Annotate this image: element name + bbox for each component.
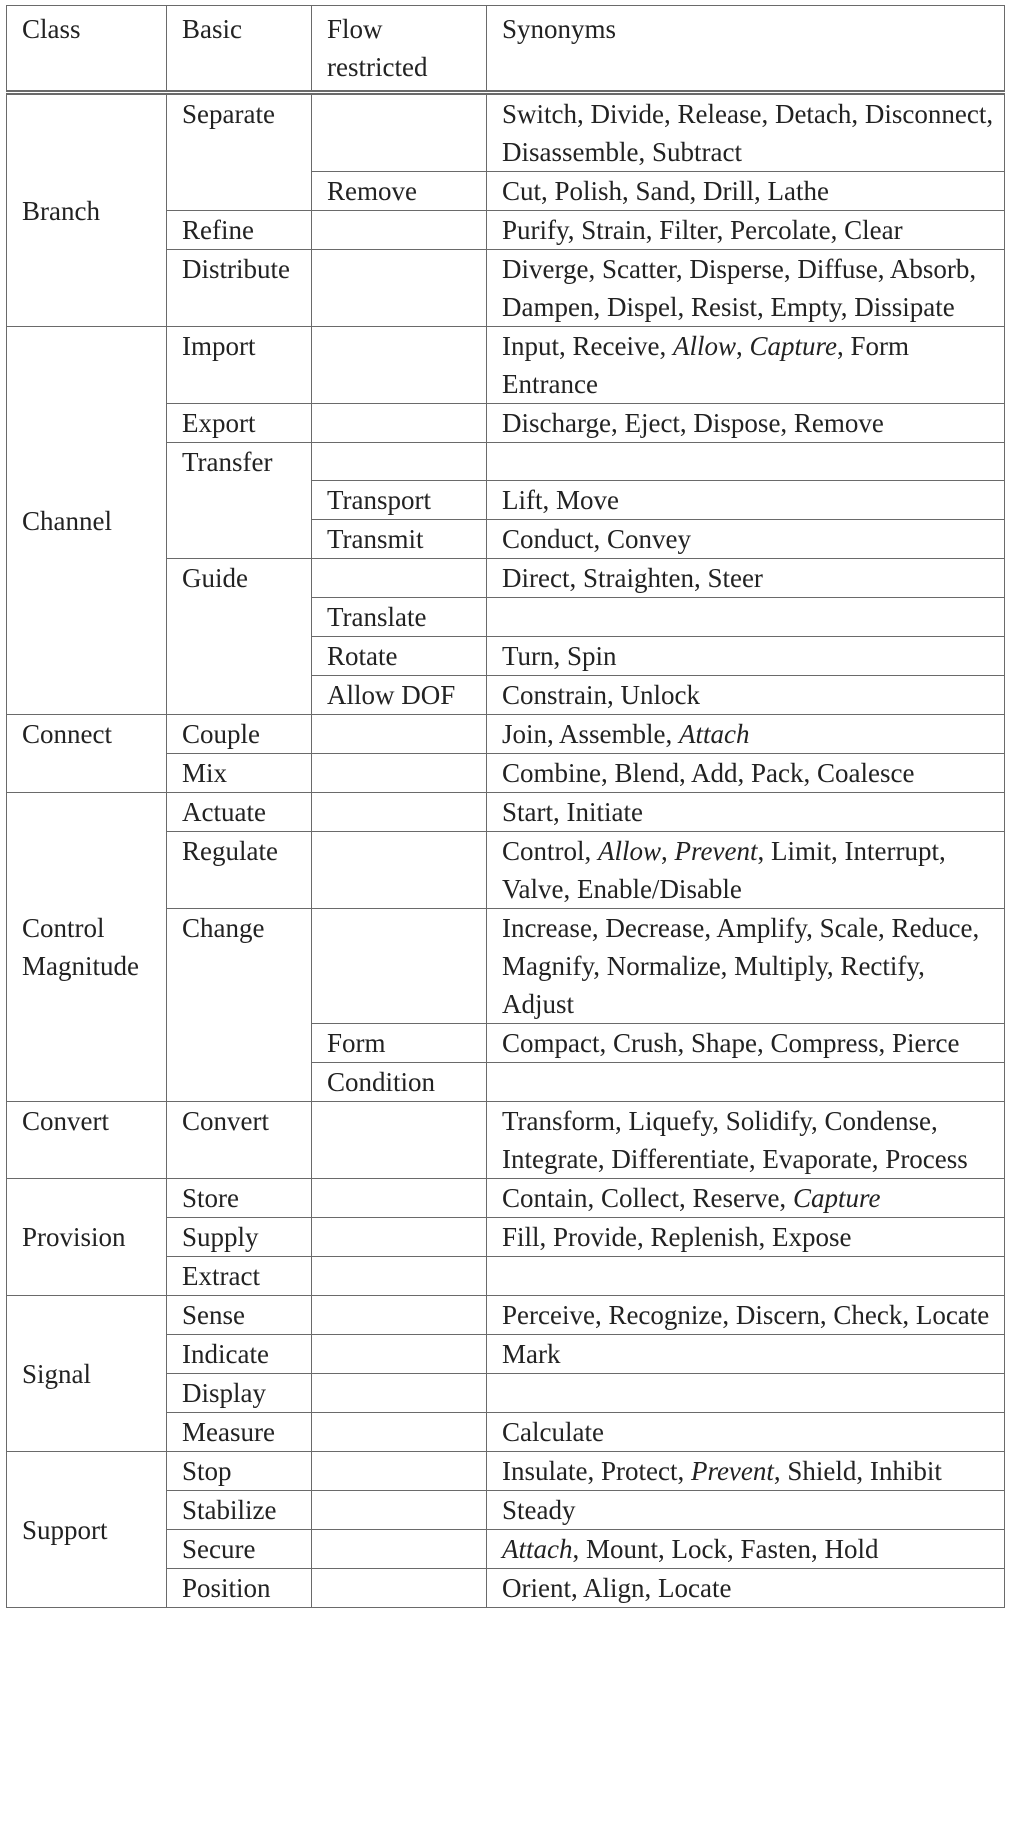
basic-cell: Extract (167, 1257, 312, 1296)
synonym-text: Perceive, Recognize, Discern, Check, Locate (502, 1300, 990, 1330)
synonyms-cell (487, 250, 1005, 327)
header-synonyms: Synonyms (487, 6, 1005, 93)
basic-cell: Secure (167, 1530, 312, 1569)
table-row (7, 93, 1005, 172)
basic-cell: Regulate (167, 832, 312, 909)
flow-restricted-cell: Rotate (312, 637, 487, 676)
table-row (7, 793, 1005, 832)
flow-restricted-cell (312, 1218, 487, 1257)
synonym-text-italic: Capture (792, 1183, 881, 1213)
synonym-text: Join, Assemble, (502, 719, 680, 749)
synonyms-cell (487, 1452, 1005, 1491)
synonym-text: Diverge, Scatter, Disperse, Diffuse, Absorb, Dampen, Dispel, Resist, Empty, Dissipate (502, 254, 977, 322)
class-cell: Branch (7, 93, 167, 327)
flow-restricted-cell (312, 832, 487, 909)
synonyms-cell (487, 1374, 1005, 1413)
basic-cell: Stabilize (167, 1491, 312, 1530)
synonyms-cell (487, 715, 1005, 754)
synonym-text: , Mount, Lock, Fasten, Hold (572, 1534, 879, 1564)
synonym-text: , (735, 331, 750, 361)
basic-cell: Separate (167, 93, 312, 211)
header-basic: Basic (167, 6, 312, 93)
synonym-text: Conduct, Convey (502, 524, 691, 554)
synonym-text: Compact, Crush, Shape, Compress, Pierce (502, 1028, 960, 1058)
synonyms-cell (487, 1296, 1005, 1335)
synonym-text: Start, Initiate (502, 797, 643, 827)
synonym-text: Combine, Blend, Add, Pack, Coalesce (502, 758, 915, 788)
synonym-text: Constrain, Unlock (502, 680, 700, 710)
flow-restricted-cell: Transport (312, 481, 487, 520)
basic-cell: Display (167, 1374, 312, 1413)
synonyms-cell (487, 676, 1005, 715)
synonym-text: , (661, 836, 675, 866)
synonym-text: Turn, Spin (502, 641, 617, 671)
synonyms-cell (487, 1102, 1005, 1179)
flow-restricted-cell: Transmit (312, 520, 487, 559)
synonym-text-italic: Capture (749, 331, 837, 361)
synonym-text: Orient, Align, Locate (502, 1573, 732, 1603)
synonyms-cell (487, 93, 1005, 172)
synonym-text-italic: Attach (502, 1534, 573, 1564)
synonym-text: Cut, Polish, Sand, Drill, Lathe (502, 176, 829, 206)
table-row (7, 1452, 1005, 1491)
synonyms-cell (487, 1413, 1005, 1452)
synonym-text: Discharge, Eject, Dispose, Remove (502, 408, 884, 438)
flow-restricted-cell (312, 1491, 487, 1530)
flow-restricted-cell: Form (312, 1024, 487, 1063)
class-cell: Signal (7, 1296, 167, 1452)
synonyms-cell (487, 172, 1005, 211)
synonyms-cell (487, 1335, 1005, 1374)
basic-cell: Transfer (167, 443, 312, 559)
flow-restricted-cell (312, 1569, 487, 1608)
synonym-text-italic: Prevent (690, 1456, 774, 1486)
synonyms-cell (487, 1218, 1005, 1257)
synonym-text: Increase, Decrease, Amplify, Scale, Reduce, Magnify, Normalize, Multiply, Rectify, Adjust (502, 913, 980, 1019)
basic-cell: Store (167, 1179, 312, 1218)
synonyms-cell (487, 211, 1005, 250)
flow-restricted-cell (312, 211, 487, 250)
basic-cell: Sense (167, 1296, 312, 1335)
flow-restricted-cell (312, 559, 487, 598)
flow-restricted-cell (312, 754, 487, 793)
synonyms-cell (487, 754, 1005, 793)
class-cell: Provision (7, 1179, 167, 1296)
table-row (7, 327, 1005, 404)
synonym-text-italic: Allow (672, 331, 736, 361)
synonym-text: Control, (502, 836, 599, 866)
flow-restricted-cell (312, 1102, 487, 1179)
synonym-text: Input, Receive, (502, 331, 673, 361)
flow-restricted-cell (312, 443, 487, 481)
basic-cell: Export (167, 404, 312, 443)
synonyms-cell (487, 1063, 1005, 1102)
synonyms-cell (487, 443, 1005, 481)
basic-cell: Supply (167, 1218, 312, 1257)
basic-cell: Couple (167, 715, 312, 754)
table-row (7, 1102, 1005, 1179)
header-row (7, 6, 1005, 93)
synonym-text: Lift, Move (502, 485, 619, 515)
header-class: Class (7, 6, 167, 93)
basic-cell: Mix (167, 754, 312, 793)
synonyms-cell (487, 327, 1005, 404)
flow-restricted-cell (312, 1530, 487, 1569)
basic-cell: Import (167, 327, 312, 404)
flow-restricted-cell: Remove (312, 172, 487, 211)
table-row (7, 1179, 1005, 1218)
table-body (7, 93, 1005, 1608)
synonyms-cell (487, 520, 1005, 559)
synonyms-cell (487, 1257, 1005, 1296)
synonyms-cell (487, 1530, 1005, 1569)
synonyms-cell (487, 559, 1005, 598)
synonym-text: Fill, Provide, Replenish, Expose (502, 1222, 852, 1252)
table-row (7, 1296, 1005, 1335)
basic-cell: Convert (167, 1102, 312, 1179)
synonym-text: Transform, Liquefy, Solidify, Condense, Integrate, Differentiate, Evaporate, Process (502, 1106, 968, 1174)
flow-restricted-cell (312, 1452, 487, 1491)
synonyms-cell (487, 832, 1005, 909)
synonyms-cell (487, 637, 1005, 676)
flow-restricted-cell (312, 1257, 487, 1296)
synonym-text: Direct, Straighten, Steer (502, 563, 763, 593)
flow-restricted-cell (312, 404, 487, 443)
synonyms-cell (487, 598, 1005, 637)
synonyms-cell (487, 909, 1005, 1024)
synonym-text: Calculate (502, 1417, 604, 1447)
flow-restricted-cell: Condition (312, 1063, 487, 1102)
synonym-text: Mark (502, 1339, 561, 1369)
synonym-text: , Form Entrance (502, 331, 909, 399)
flow-restricted-cell (312, 250, 487, 327)
flow-restricted-cell (312, 793, 487, 832)
table-row (7, 715, 1005, 754)
class-cell: Support (7, 1452, 167, 1608)
synonyms-cell (487, 481, 1005, 520)
flow-restricted-cell: Translate (312, 598, 487, 637)
flow-restricted-cell (312, 1335, 487, 1374)
class-cell: Control Magnitude (7, 793, 167, 1102)
basic-cell: Actuate (167, 793, 312, 832)
basic-cell: Change (167, 909, 312, 1102)
flow-restricted-cell (312, 327, 487, 404)
basic-cell: Stop (167, 1452, 312, 1491)
class-cell: Connect (7, 715, 167, 793)
flow-restricted-cell: Allow DOF (312, 676, 487, 715)
synonym-text-italic: Prevent (674, 836, 758, 866)
flow-restricted-cell (312, 93, 487, 172)
synonym-text: Purify, Strain, Filter, Percolate, Clear (502, 215, 903, 245)
synonyms-cell (487, 793, 1005, 832)
synonyms-cell (487, 1024, 1005, 1063)
basic-cell: Indicate (167, 1335, 312, 1374)
basic-cell: Refine (167, 211, 312, 250)
function-taxonomy-table (6, 5, 1005, 1608)
class-cell: Convert (7, 1102, 167, 1179)
class-cell: Channel (7, 327, 167, 715)
synonym-text-italic: Allow (598, 836, 662, 866)
flow-restricted-cell (312, 1179, 487, 1218)
synonym-text-italic: Attach (679, 719, 750, 749)
basic-cell: Guide (167, 559, 312, 715)
header-flow-restricted: Flow restricted (312, 6, 487, 93)
table-header (7, 6, 1005, 93)
synonym-text: Steady (502, 1495, 576, 1525)
flow-restricted-cell (312, 1296, 487, 1335)
basic-cell: Distribute (167, 250, 312, 327)
synonym-text: Contain, Collect, Reserve, (502, 1183, 793, 1213)
flow-restricted-cell (312, 1413, 487, 1452)
synonym-text: Switch, Divide, Release, Detach, Disconnect, Disassemble, Subtract (502, 99, 994, 167)
synonym-text: , Shield, Inhibit (773, 1456, 942, 1486)
synonyms-cell (487, 404, 1005, 443)
synonyms-cell (487, 1491, 1005, 1530)
basic-cell: Position (167, 1569, 312, 1608)
synonym-text: Insulate, Protect, (502, 1456, 691, 1486)
flow-restricted-cell (312, 909, 487, 1024)
flow-restricted-cell (312, 1374, 487, 1413)
flow-restricted-cell (312, 715, 487, 754)
synonyms-cell (487, 1179, 1005, 1218)
basic-cell: Measure (167, 1413, 312, 1452)
synonyms-cell (487, 1569, 1005, 1608)
synonym-text: , Limit, Interrupt, Valve, Enable/Disable (502, 836, 946, 904)
